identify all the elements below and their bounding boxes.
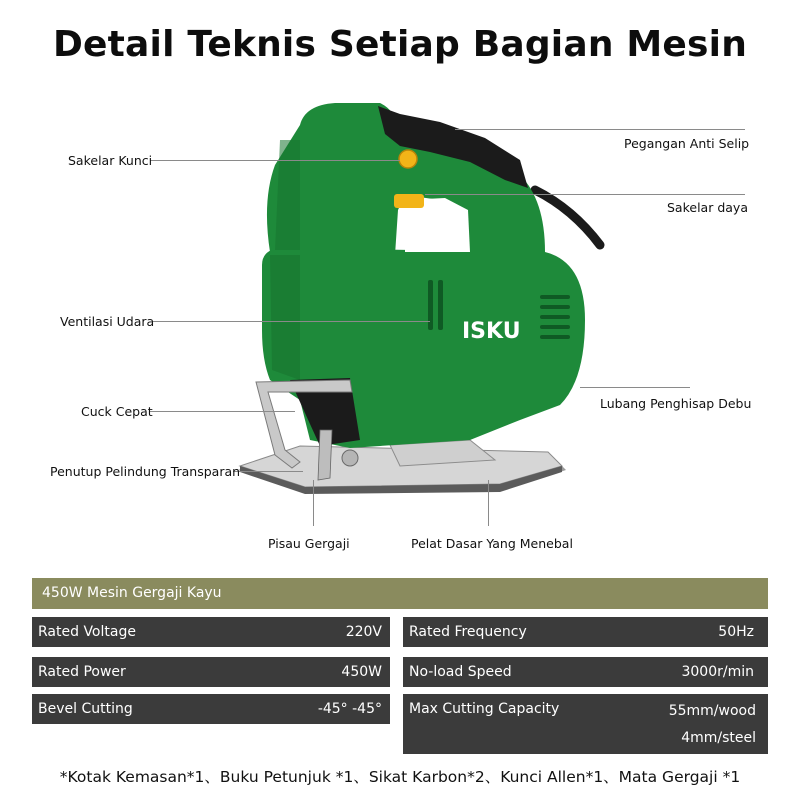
spec-value: 220V (345, 624, 382, 640)
leader-line (580, 387, 690, 388)
spec-label: Rated Voltage (38, 624, 136, 640)
spec-rated-frequency (403, 617, 768, 647)
spec-label: Rated Power (38, 664, 126, 680)
leader-line (455, 129, 745, 130)
spec-rated-voltage (32, 617, 390, 647)
brand-logo: ISKU (462, 319, 521, 344)
spec-label: No-load Speed (409, 664, 512, 680)
spec-noload-speed (403, 657, 768, 687)
leader-line (233, 471, 303, 472)
leader-line (488, 480, 489, 526)
callout-anti-slip-grip: Pegangan Anti Selip (624, 136, 750, 151)
callout-saw-blade: Pisau Gergaji (268, 536, 350, 551)
spec-label: Bevel Cutting (38, 701, 133, 717)
leader-line (150, 160, 400, 161)
spec-value-wood: 55mm/wood (668, 703, 756, 719)
leader-line (152, 321, 430, 322)
leader-line (425, 194, 745, 195)
spec-value: 450W (341, 664, 382, 680)
callout-transparent-guard: Penutup Pelindung Transparan (50, 464, 241, 479)
callout-dust-port: Lubang Penghisap Debu (600, 396, 752, 411)
spec-rated-power (32, 657, 390, 687)
spec-value: 50Hz (718, 624, 754, 640)
page-title: Detail Teknis Setiap Bagian Mesin (52, 24, 748, 65)
spec-value-steel: 4mm/steel (681, 730, 756, 746)
callout-quick-chuck: Cuck Cepat (81, 404, 153, 419)
leader-line (313, 480, 314, 526)
accessories-note: *Kotak Kemasan*1、Buku Petunjuk *1、Sikat Karbon*2、Kunci Allen*1、Mata Gergaji *1 (59, 768, 741, 786)
callout-power-switch: Sakelar daya (667, 200, 748, 215)
callout-base-plate: Pelat Dasar Yang Menebal (411, 536, 573, 551)
spec-max-cutting-capacity (403, 694, 768, 754)
product-banner: 450W Mesin Gergaji Kayu (32, 578, 768, 609)
callout-lock-switch: Sakelar Kunci (68, 153, 153, 168)
spec-label: Rated Frequency (409, 624, 527, 640)
callout-air-vent: Ventilasi Udara (60, 314, 155, 329)
spec-value: 3000r/min (681, 664, 754, 680)
spec-label: Max Cutting Capacity (409, 701, 560, 717)
spec-value: -45° -45° (317, 701, 382, 717)
leader-line (150, 411, 295, 412)
spec-bevel-cutting (32, 694, 390, 724)
